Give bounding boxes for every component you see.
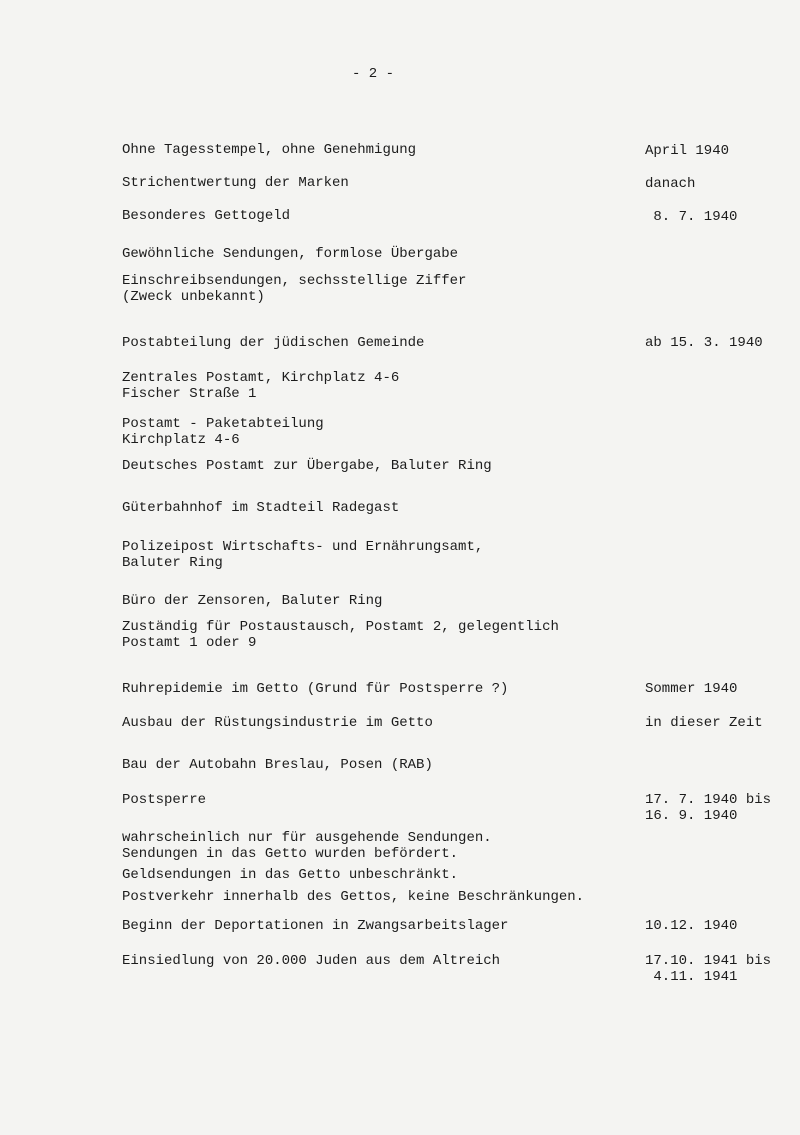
row-9-text: Güterbahnhof im Stadteil Radegast bbox=[122, 500, 400, 516]
row-0-date: April 1940 bbox=[645, 143, 730, 159]
row-8-text: Deutsches Postamt zur Übergabe, Baluter Ring bbox=[122, 458, 492, 474]
row-17-text: wahrscheinlich nur für ausgehende Sendungen. Sendungen in das Getto wurden befördert. bbox=[122, 830, 492, 862]
row-18-text: Geldsendungen in das Getto unbeschränkt. bbox=[122, 867, 459, 883]
row-16-date: 17. 7. 1940 bis 16. 9. 1940 bbox=[645, 792, 772, 824]
row-15-text: Bau der Autobahn Breslau, Posen (RAB) bbox=[122, 757, 433, 773]
row-10-text: Polizeipost Wirtschafts- und Ernährungsamt, Baluter Ring bbox=[122, 539, 484, 571]
row-19-text: Postverkehr innerhalb des Gettos, keine Beschränkungen. bbox=[122, 889, 585, 905]
row-13-text: Ruhrepidemie im Getto (Grund für Postsperre ?) bbox=[122, 681, 509, 697]
row-2-text: Besonderes Gettogeld bbox=[122, 208, 291, 224]
row-2-date: 8. 7. 1940 bbox=[645, 209, 738, 225]
row-12-text: Zuständig für Postaustausch, Postamt 2, gelegentlich Postamt 1 oder 9 bbox=[122, 619, 559, 651]
row-20-text: Beginn der Deportationen in Zwangsarbeitslager bbox=[122, 918, 509, 934]
row-20-date: 10.12. 1940 bbox=[645, 918, 738, 934]
row-13-date: Sommer 1940 bbox=[645, 681, 738, 697]
row-11-text: Büro der Zensoren, Baluter Ring bbox=[122, 593, 383, 609]
row-16-text: Postsperre bbox=[122, 792, 207, 808]
row-1-date: danach bbox=[645, 176, 696, 192]
row-14-date: in dieser Zeit bbox=[645, 715, 763, 731]
row-7-text: Postamt - Paketabteilung Kirchplatz 4-6 bbox=[122, 416, 324, 448]
row-4-text: Einschreibsendungen, sechsstellige Ziffer (Zweck unbekannt) bbox=[122, 273, 467, 305]
row-5-text: Postabteilung der jüdischen Gemeinde bbox=[122, 335, 425, 351]
row-21-text: Einsiedlung von 20.000 Juden aus dem Altreich bbox=[122, 953, 501, 969]
row-0-text: Ohne Tagesstempel, ohne Genehmigung bbox=[122, 142, 417, 158]
page-number: - 2 - bbox=[352, 66, 395, 82]
row-3-text: Gewöhnliche Sendungen, formlose Übergabe bbox=[122, 246, 459, 262]
row-6-text: Zentrales Postamt, Kirchplatz 4-6 Fischer Straße 1 bbox=[122, 370, 400, 402]
row-1-text: Strichentwertung der Marken bbox=[122, 175, 349, 191]
row-5-date: ab 15. 3. 1940 bbox=[645, 335, 763, 351]
row-14-text: Ausbau der Rüstungsindustrie im Getto bbox=[122, 715, 433, 731]
row-21-date: 17.10. 1941 bis 4.11. 1941 bbox=[645, 953, 772, 985]
